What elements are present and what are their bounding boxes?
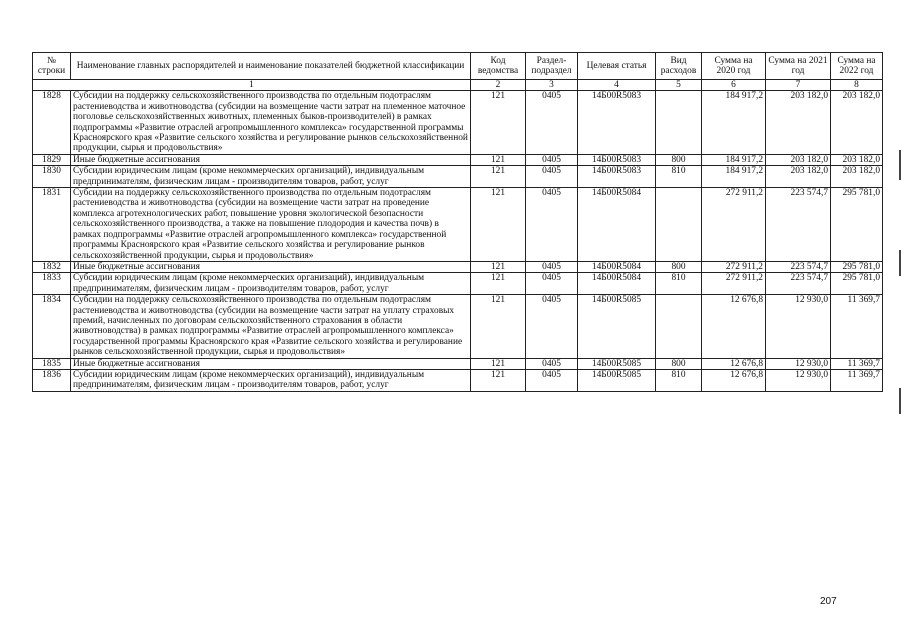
row-section: 0405 <box>526 369 578 391</box>
row-sum-2020: 272 911,2 <box>702 273 766 295</box>
row-target: 14Б00R5083 <box>578 91 656 154</box>
row-sum-2021: 203 182,0 <box>766 166 831 188</box>
row-number: 1835 <box>33 358 71 369</box>
row-target: 14Б00R5085 <box>578 358 656 369</box>
row-sum-2020: 184 917,2 <box>702 166 766 188</box>
column-number: 2 <box>471 80 526 91</box>
column-number: 8 <box>831 80 883 91</box>
row-section: 0405 <box>526 91 578 154</box>
header-name: Наименование главных распорядителей и наименование показателей бюджетной классификации <box>71 53 471 80</box>
row-section: 0405 <box>526 295 578 358</box>
table-row <box>33 273 883 295</box>
budget-table <box>32 52 883 392</box>
row-name: Иные бюджетные ассигнования <box>71 154 471 165</box>
row-sum-2022: 203 182,0 <box>831 154 883 165</box>
row-sum-2021: 12 930,0 <box>766 358 831 369</box>
row-sum-2021: 12 930,0 <box>766 369 831 391</box>
row-name: Иные бюджетные ассигнования <box>71 358 471 369</box>
row-dept: 121 <box>471 91 526 154</box>
row-exp-type <box>656 188 702 262</box>
row-target: 14Б00R5084 <box>578 273 656 295</box>
row-target: 14Б00R5085 <box>578 295 656 358</box>
row-sum-2021: 223 574,7 <box>766 261 831 272</box>
row-dept: 121 <box>471 188 526 262</box>
column-number: 5 <box>656 80 702 91</box>
row-sum-2022: 203 182,0 <box>831 91 883 154</box>
row-sum-2021: 223 574,7 <box>766 273 831 295</box>
row-number: 1832 <box>33 261 71 272</box>
row-target: 14Б00R5083 <box>578 154 656 165</box>
header-row-no: № строки <box>33 53 71 80</box>
row-target: 14Б00R5085 <box>578 369 656 391</box>
row-section: 0405 <box>526 166 578 188</box>
row-dept: 121 <box>471 154 526 165</box>
table-row <box>33 358 883 369</box>
column-number: 3 <box>526 80 578 91</box>
row-sum-2021: 12 930,0 <box>766 295 831 358</box>
row-dept: 121 <box>471 358 526 369</box>
row-dept: 121 <box>471 369 526 391</box>
row-name: Субсидии на поддержку сельскохозяйственного производства по отдельным подотраслям растениеводства и животноводства (субсидии на возмещение части затрат на племенное маточное поголовье сельскохозяйственных животных, племенных быков-производителей) в рамках подпрограммы «Развитие отраслей агропромышленного комплекса» государственной программы Красноярского края «Развитие сельского хозяйства и регулирование рынков сельскохозяйственной продукции, сырья и продовольствия» <box>71 91 471 154</box>
row-section: 0405 <box>526 188 578 262</box>
header-target: Целевая статья <box>578 53 656 80</box>
row-number: 1828 <box>33 91 71 154</box>
row-sum-2022: 11 369,7 <box>831 358 883 369</box>
row-sum-2022: 295 781,0 <box>831 188 883 262</box>
row-exp-type: 800 <box>656 261 702 272</box>
row-section: 0405 <box>526 273 578 295</box>
row-target: 14Б00R5084 <box>578 188 656 262</box>
row-exp-type <box>656 91 702 154</box>
row-number: 1830 <box>33 166 71 188</box>
header-dept: Код ведомства <box>471 53 526 80</box>
row-name: Субсидии на поддержку сельскохозяйственного производства по отдельным подотраслям растениеводства и животноводства (субсидии на возмещение части затрат на проведение комплекса агротехнологических работ, повышение уровня экологической безопасности сельскохозяйственного производства, а также на повышение плодородия и качества почв) в рамках подпрограммы «Развитие отраслей агропромышленного комплекса» государственной программы Красноярского края «Развитие сельского хозяйства и регулирование рынков сельскохозяйственной продукции, сырья и продовольствия» <box>71 188 471 262</box>
row-section: 0405 <box>526 261 578 272</box>
scan-margin-mark <box>899 250 901 276</box>
row-number: 1829 <box>33 154 71 165</box>
header-section: Раздел-подраздел <box>526 53 578 80</box>
row-exp-type: 800 <box>656 154 702 165</box>
row-sum-2022: 295 781,0 <box>831 261 883 272</box>
table-row <box>33 188 883 262</box>
row-exp-type <box>656 295 702 358</box>
column-number: 7 <box>766 80 831 91</box>
table-row <box>33 91 883 154</box>
row-exp-type: 800 <box>656 358 702 369</box>
row-number: 1833 <box>33 273 71 295</box>
row-number: 1831 <box>33 188 71 262</box>
row-target: 14Б00R5083 <box>578 166 656 188</box>
header-row <box>33 53 883 80</box>
table-row <box>33 261 883 272</box>
row-sum-2020: 184 917,2 <box>702 154 766 165</box>
row-exp-type: 810 <box>656 166 702 188</box>
row-sum-2020: 12 676,8 <box>702 358 766 369</box>
row-name: Иные бюджетные ассигнования <box>71 261 471 272</box>
row-sum-2021: 203 182,0 <box>766 91 831 154</box>
row-dept: 121 <box>471 295 526 358</box>
row-sum-2022: 11 369,7 <box>831 369 883 391</box>
row-sum-2020: 272 911,2 <box>702 261 766 272</box>
scan-margin-mark <box>899 388 901 414</box>
column-number: 6 <box>702 80 766 91</box>
column-number-row <box>33 80 883 91</box>
row-name: Субсидии на поддержку сельскохозяйственного производства по отдельным подотраслям растениеводства и животноводства (субсидии на возмещение части затрат на уплату страховых премий, начисленных по договорам сельскохозяйственного страхования в области животноводства) в рамках подпрограммы «Развитие отраслей агропромышленного комплекса» государственной программы Красноярского края «Развитие сельского хозяйства и регулирование рынков сельскохозяйственной продукции, сырья и продовольствия» <box>71 295 471 358</box>
row-name: Субсидии юридическим лицам (кроме некоммерческих организаций), индивидуальным предпринимателям, физическим лицам - производителям товаров, работ, услуг <box>71 166 471 188</box>
table-row <box>33 166 883 188</box>
page-number: 207 <box>820 596 837 607</box>
row-dept: 121 <box>471 273 526 295</box>
row-sum-2020: 184 917,2 <box>702 91 766 154</box>
header-sum-2020: Сумма на 2020 год <box>702 53 766 80</box>
table-row <box>33 369 883 391</box>
row-sum-2022: 11 369,7 <box>831 295 883 358</box>
row-dept: 121 <box>471 166 526 188</box>
row-sum-2020: 12 676,8 <box>702 295 766 358</box>
row-sum-2021: 223 574,7 <box>766 188 831 262</box>
table-row <box>33 295 883 358</box>
row-name: Субсидии юридическим лицам (кроме некоммерческих организаций), индивидуальным предпринимателям, физическим лицам - производителям товаров, работ, услуг <box>71 273 471 295</box>
table-row <box>33 154 883 165</box>
row-exp-type: 810 <box>656 273 702 295</box>
budget-sheet <box>32 52 882 392</box>
row-section: 0405 <box>526 154 578 165</box>
row-sum-2021: 203 182,0 <box>766 154 831 165</box>
row-section: 0405 <box>526 358 578 369</box>
row-dept: 121 <box>471 261 526 272</box>
scan-margin-mark <box>899 150 901 180</box>
header-sum-2022: Сумма на 2022 год <box>831 53 883 80</box>
row-sum-2020: 272 911,2 <box>702 188 766 262</box>
header-exp-type: Вид расходов <box>656 53 702 80</box>
row-name: Субсидии юридическим лицам (кроме некоммерческих организаций), индивидуальным предпринимателям, физическим лицам - производителям товаров, работ, услуг <box>71 369 471 391</box>
row-sum-2022: 295 781,0 <box>831 273 883 295</box>
row-number: 1834 <box>33 295 71 358</box>
row-sum-2020: 12 676,8 <box>702 369 766 391</box>
column-number: 1 <box>33 80 471 91</box>
row-target: 14Б00R5084 <box>578 261 656 272</box>
row-number: 1836 <box>33 369 71 391</box>
column-number: 4 <box>578 80 656 91</box>
header-sum-2021: Сумма на 2021 год <box>766 53 831 80</box>
row-sum-2022: 203 182,0 <box>831 166 883 188</box>
row-exp-type: 810 <box>656 369 702 391</box>
